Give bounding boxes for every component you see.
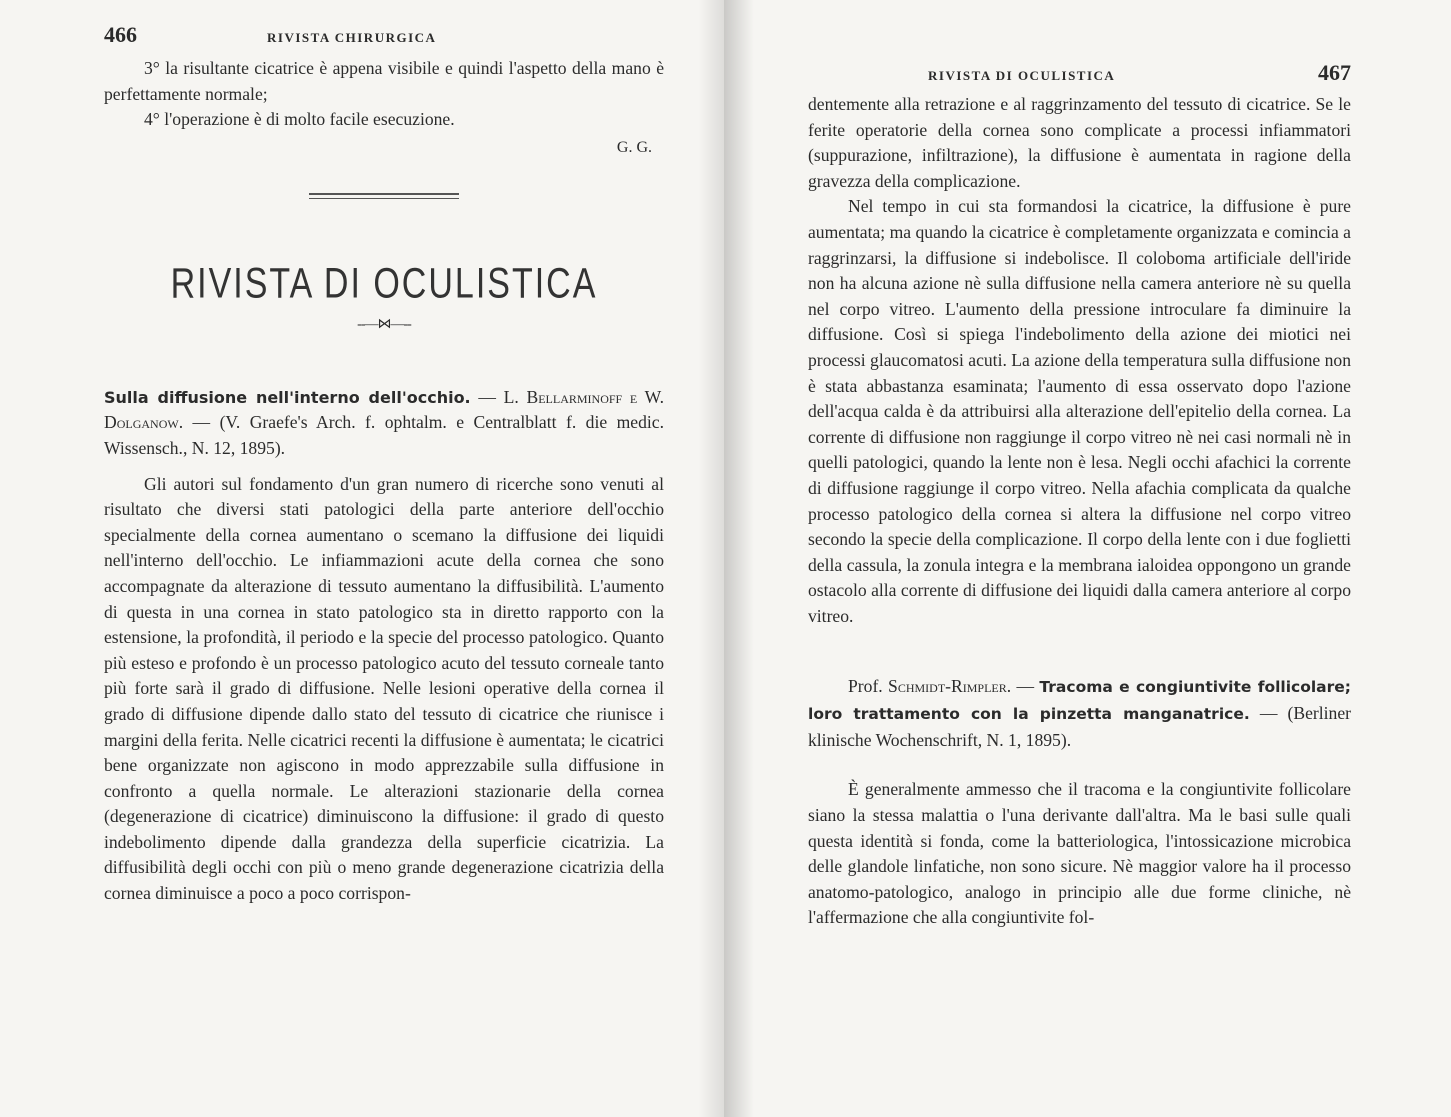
running-head: RIVISTA CHIRURGICA [267,30,437,45]
continued-paragraph: dentemente alla retrazione e al raggrinzamento del tessuto di cicatrice. Se le ferite operatorie della cornea sono complicate a processi infiammatori (suppurazione, infiltrazione), la diffusione è aumentata in ragione della gravezza della complicazione. [808,94,1351,191]
intro-line-3: 3° la risultante cicatrice è appena visibile e quindi l'aspetto della mano è perfettamente normale; [104,58,664,104]
article-title: Sulla diffusione nell'interno dell'occhio. [104,387,471,407]
running-head: RIVISTA DI OCULISTICA [928,68,1116,83]
dash: — [1016,676,1035,697]
second-article [808,673,1351,931]
left-header [104,22,664,48]
article-title: Tracoma e congiuntivite follicolare; loro trattamento con la pinzetta manganatrice. [808,678,1351,724]
article-author: Schmidt-Rimpler. [888,676,1012,697]
article-heading [104,385,664,462]
article-heading [808,673,1351,753]
section-title: RIVISTA DI OCULISTICA [170,259,598,308]
title-ornament: --—⋈—-- [357,316,411,332]
signature: G. G. [616,138,652,156]
left-page [0,0,724,1117]
paragraph: Nel tempo in cui sta formandosi la cicatrice, la diffusione è pure aumentata; ma quando la cicatrice è completamente organizzata e comincia a raggrinzarsi, la diffusione si indebolisce. Il coloboma artificiale dell'iride non ha alcuna azione nè sulla diffusione nella camera anteriore nè su quella nel corpo vitreo. L'aumento della pressione introculare fa diminuire la diffusione. Così si spiega l'indebolimento della azione dei miotici nei processi glaucomatosi acuti. La azione della temperatura sulla diffusione non è stata abbastanza esaminata; l'aumento di essa osservato dopo l'azione dell'acqua calda è da attribuirsi alla alterazione dell'epitelio della cornea. La corrente di diffusione non raggiunge il corpo vitreo nè nei casi normali nè in quelli patologici, quando la lente non è lesa. Negli occhi afachici la corrente di diffusione raggiunge il corpo vitreo. Nella afachia complicata da qualche processo patologico della cornea si altera la diffusione nel corpo vitreo secondo la specie della complicazione. Il corpo della lente con i due foglietti della cassula, la zonula integra e la membrana ialoidea oppongono un grande ostacolo alla corrente di diffusione dei liquidi dalla camera anteriore al corpo vitreo. [808,196,1351,626]
gutter-shadow [724,0,754,1117]
right-header [808,60,1351,86]
article-body: Gli autori sul fondamento d'un gran numero di ricerche sono venuti al risultato che diversi stati patologici della parte anteriore dell'occhio specialmente della cornea aumentano o scemano la diffusione dei liquidi nell'interno dell'occhio. Le infiammazioni acute della cornea che sono accompagnate da alterazione di tessuto aumentano la diffusibilità. L'aumento di questa in una cornea in stato patologico sta in diretto rapporto con la estensione, la profondità, il periodo e la specie del processo patologico. Quanto più esteso e profondo è un processo patologico acuto del tessuto corneale tanto più forte sarà il grado di diffusione. Nelle lesioni operative della cornea il grado di diffusione dipende dallo stato del tessuto di cicatrice che riunisce i margini della ferita. Nelle cicatrici recenti la diffusione è aumentata; le cicatrici bene organizzate non agiscono in modo apprezzabile sulla diffusione in confronto a quella normale. Le alterazioni stazionarie della cornea (degenerazione di cicatrice) diminuiscono la diffusione: il grado di questo indebolimento dipende dalla grandezza della superficie cicatrizia. La diffusibilità degli occhi con più o meno grande degenerazione cicatrizia della cornea diminuisce a poco a poco corrispon- [104,473,664,904]
right-page [724,0,1451,1117]
article-body: È generalmente ammesso che il tracoma e la congiuntivite follicolare siano la stessa malattia o l'una derivante dall'altra. Ma le basi sulle quali questa identità si fonda, come la batteriologica, l'intossicazione microbica delle glandole linfatiche, non sono sicure. Nè maggior valore ha il processo anatomo-patologico, analogo in principio alle due forme cliniche, nè l'affermazione che alla congiuntivite fol- [808,779,1351,928]
page-number: 466 [104,22,137,47]
article-source: (V. Graefe's Arch. f. ophtalm. e Centralblatt f. die medic. Wissensch., N. 12, 1895). [104,412,664,458]
article-authors: — L. Bellarminoff e W. Dolganow. — [104,386,664,433]
author-prefix: Prof. [848,676,883,697]
article-source: — (Berliner klinische Wochenschrift, N. 1, 1895). [808,703,1351,751]
section-divider [104,193,664,199]
gutter-shadow [698,0,724,1117]
page-number: 467 [1318,60,1351,85]
intro-line-4: 4° l'operazione è di molto facile esecuzione. [144,109,455,130]
